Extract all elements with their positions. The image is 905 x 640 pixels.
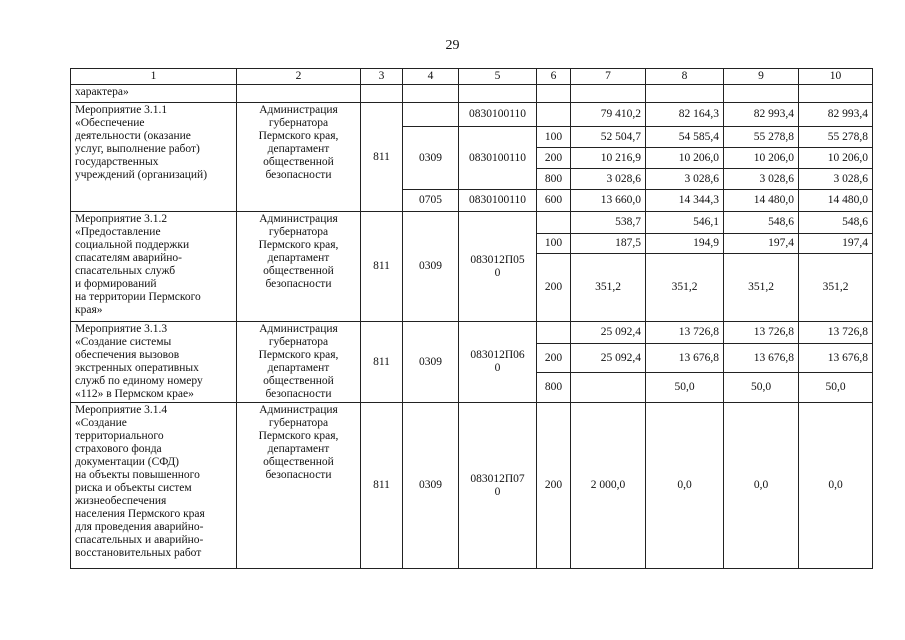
value-cell: 13 676,8 — [646, 344, 724, 373]
csr-cell: 0830100110 — [459, 190, 537, 212]
vr-cell: 200 — [537, 344, 571, 373]
measure-3-1-3-rz: 0309 — [403, 322, 459, 403]
measure-3-1-4-title: Мероприятие 3.1.4 «Создание территориального страхового фонда документации (СФД) на объекты повышенного риска и объекты систем жизнеобеспечения населения Пермского края для проведения аварийно- спасательных и аварийно- восстановительных работ — [71, 403, 237, 569]
vr-cell: 800 — [537, 373, 571, 403]
col-4-header: 4 — [403, 69, 459, 85]
vr-cell: 600 — [537, 190, 571, 212]
measure-3-1-2-rz: 0309 — [403, 212, 459, 322]
value-cell: 55 278,8 — [799, 127, 873, 148]
measure-3-1-3-grbs: 811 — [361, 322, 403, 403]
value-cell: 0,0 — [799, 403, 873, 569]
value-cell: 13 676,8 — [799, 344, 873, 373]
col-7-header: 7 — [571, 69, 646, 85]
measure-3-1-1-title: Мероприятие 3.1.1 «Обеспечение деятельности (оказание услуг, выполнение работ) государственных учреждений (организаций) — [71, 103, 237, 212]
table-row — [71, 103, 873, 127]
measure-3-1-1-rz: 0309 — [403, 127, 459, 190]
measure-3-1-2-admin: Администрация губернатора Пермского края, департамент общественной безопасности — [237, 212, 361, 322]
table-row — [71, 322, 873, 344]
value-cell: 50,0 — [724, 373, 799, 403]
value-cell: 351,2 — [724, 254, 799, 322]
value-cell: 0,0 — [724, 403, 799, 569]
value-cell: 79 410,2 — [571, 103, 646, 127]
vr-cell: 200 — [537, 254, 571, 322]
vr-cell: 800 — [537, 169, 571, 190]
measure-3-1-3-csr: 083012П06 0 — [459, 322, 537, 403]
value-cell: 0,0 — [646, 403, 724, 569]
measure-3-1-1-csr: 0830100110 — [459, 103, 537, 127]
value-cell: 10 206,0 — [646, 148, 724, 169]
value-cell: 3 028,6 — [646, 169, 724, 190]
value-cell: 82 164,3 — [646, 103, 724, 127]
col-3-header: 3 — [361, 69, 403, 85]
vr-cell: 100 — [537, 234, 571, 254]
value-cell: 197,4 — [724, 234, 799, 254]
value-cell: 351,2 — [799, 254, 873, 322]
continuation-text: характера» — [71, 85, 237, 103]
value-cell — [571, 373, 646, 403]
value-cell: 14 480,0 — [724, 190, 799, 212]
col-5-header: 5 — [459, 69, 537, 85]
measure-3-1-2-title: Мероприятие 3.1.2 «Предоставление социальной поддержки спасателям аварийно- спасательных служб и формирований на территории Пермского края» — [71, 212, 237, 322]
column-number-row — [71, 69, 873, 85]
value-cell: 187,5 — [571, 234, 646, 254]
value-cell: 14 480,0 — [799, 190, 873, 212]
value-cell: 55 278,8 — [724, 127, 799, 148]
value-cell: 548,6 — [799, 212, 873, 234]
continuation-row — [71, 85, 873, 103]
value-cell: 538,7 — [571, 212, 646, 234]
measure-3-1-4-grbs: 811 — [361, 403, 403, 569]
measure-3-1-2-csr: 083012П05 0 — [459, 212, 537, 322]
col-8-header: 8 — [646, 69, 724, 85]
measure-3-1-4-admin: Администрация губернатора Пермского края, департамент общественной безопасности — [237, 403, 361, 569]
value-cell: 3 028,6 — [724, 169, 799, 190]
value-cell: 10 206,0 — [799, 148, 873, 169]
table-row — [71, 403, 873, 569]
budget-table — [70, 68, 873, 569]
measure-3-1-1-csr-group: 0830100110 — [459, 127, 537, 190]
value-cell: 50,0 — [799, 373, 873, 403]
table-row — [71, 212, 873, 234]
value-cell: 351,2 — [646, 254, 724, 322]
value-cell: 52 504,7 — [571, 127, 646, 148]
value-cell: 82 993,4 — [724, 103, 799, 127]
value-cell: 50,0 — [646, 373, 724, 403]
value-cell: 197,4 — [799, 234, 873, 254]
measure-3-1-2-grbs: 811 — [361, 212, 403, 322]
value-cell: 351,2 — [571, 254, 646, 322]
value-cell: 13 726,8 — [799, 322, 873, 344]
value-cell: 13 660,0 — [571, 190, 646, 212]
page-number: 29 — [445, 38, 460, 53]
rz-cell: 0705 — [403, 190, 459, 212]
col-2-header: 2 — [237, 69, 361, 85]
value-cell: 25 092,4 — [571, 322, 646, 344]
col-6-header: 6 — [537, 69, 571, 85]
value-cell: 13 726,8 — [646, 322, 724, 344]
value-cell: 10 216,9 — [571, 148, 646, 169]
value-cell: 82 993,4 — [799, 103, 873, 127]
measure-3-1-4-csr: 083012П07 0 — [459, 403, 537, 569]
measure-3-1-1-admin: Администрация губернатора Пермского края, департамент общественной безопасности — [237, 103, 361, 212]
col-9-header: 9 — [724, 69, 799, 85]
value-cell: 548,6 — [724, 212, 799, 234]
value-cell: 2 000,0 — [571, 403, 646, 569]
value-cell: 194,9 — [646, 234, 724, 254]
value-cell: 25 092,4 — [571, 344, 646, 373]
value-cell: 13 676,8 — [724, 344, 799, 373]
col-1-header: 1 — [71, 69, 237, 85]
value-cell: 13 726,8 — [724, 322, 799, 344]
value-cell: 546,1 — [646, 212, 724, 234]
measure-3-1-3-title: Мероприятие 3.1.3 «Создание системы обеспечения вызовов экстренных оперативных служб по единому номеру «112» в Пермском крае» — [71, 322, 237, 403]
vr-cell: 200 — [537, 403, 571, 569]
measure-3-1-4-rz: 0309 — [403, 403, 459, 569]
value-cell: 10 206,0 — [724, 148, 799, 169]
measure-3-1-1-grbs: 811 — [361, 103, 403, 212]
measure-3-1-3-admin: Администрация губернатора Пермского края, департамент общественной безопасности — [237, 322, 361, 403]
value-cell: 14 344,3 — [646, 190, 724, 212]
value-cell: 3 028,6 — [571, 169, 646, 190]
value-cell: 3 028,6 — [799, 169, 873, 190]
value-cell: 54 585,4 — [646, 127, 724, 148]
vr-cell: 200 — [537, 148, 571, 169]
vr-cell: 100 — [537, 127, 571, 148]
col-10-header: 10 — [799, 69, 873, 85]
